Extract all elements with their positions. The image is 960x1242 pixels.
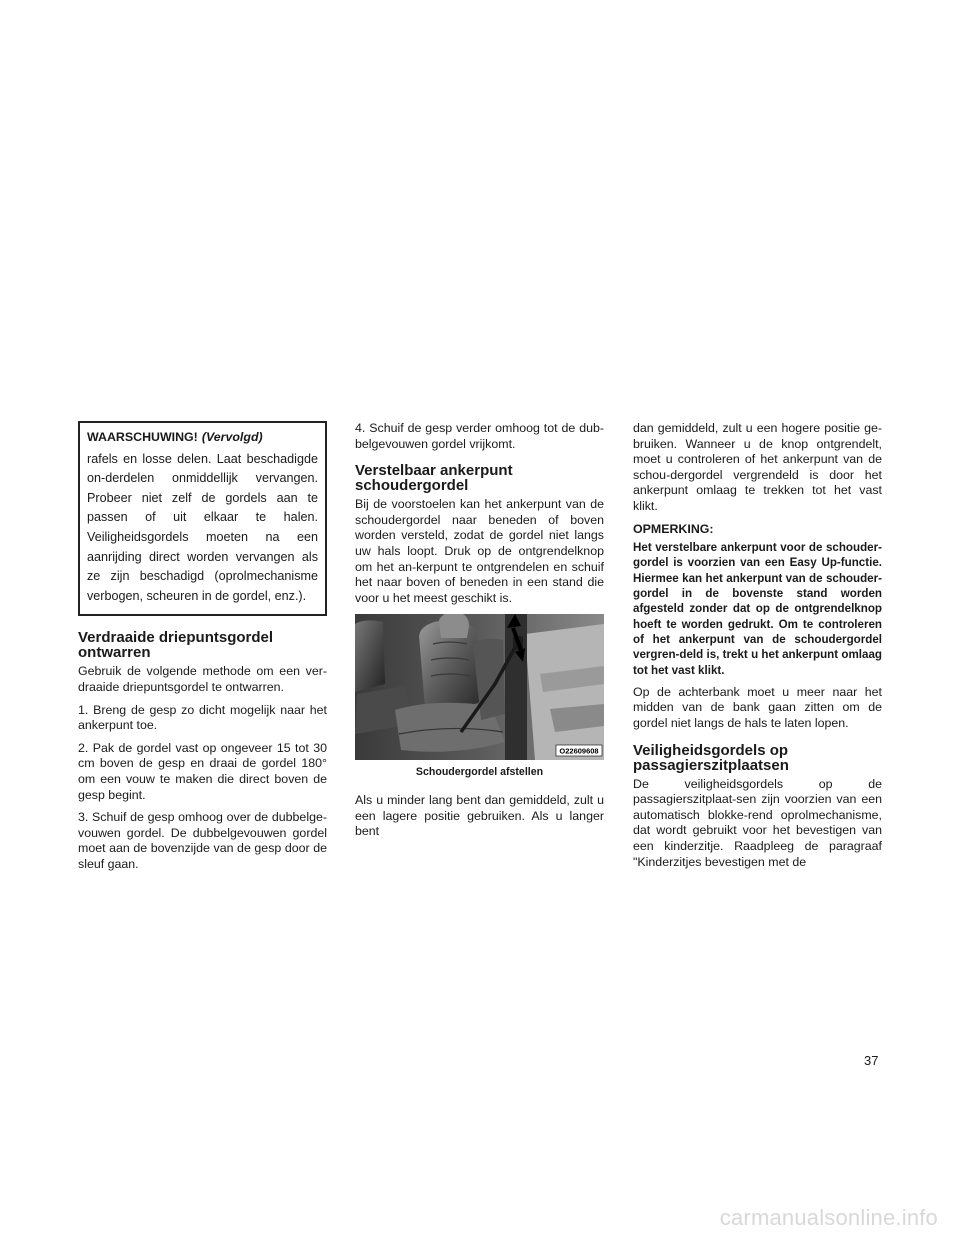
paragraph-anchor-body: Bij de voorstoelen kan het ankerpunt van de schoudergordel naar beneden of boven worden versteld, zodat de gordel niet langs uw hals loopt. Druk op de ontgrendelknop om het an-kerpunt te ontgrendelen en schuif het naar boven of beneden in een stand die voor u het meest geschikt is. bbox=[355, 497, 604, 605]
paragraph-passenger-belts: De veiligheidsgordels op de passagierszitplaat-sen zijn voorzien van een automatisch blokke-rend oprolmechanisme, dat wordt gebruikt voor het bevestigen van een kinderzitje. Raadpleeg de paragraaf "Kinderzitjes bevestigen met de bbox=[633, 776, 882, 869]
paragraph-step-1: 1. Breng de gesp zo dicht mogelijk naar het ankerpunt toe. bbox=[78, 702, 327, 733]
section-heading-anchor: Verstelbaar ankerpunt schoudergordel bbox=[355, 462, 513, 495]
warning-text: rafels en losse delen. Laat beschadigde on-derdelen onmiddellijk vervangen. Probeer niet zelf de gordels aan te passen of uit elkaar te halen. Veiligheidsgordels moeten na een aanrijding direct worden vervangen als ze zijn beschadigd (oprolmechanisme verbogen, scheuren in de gordel, enz.). bbox=[87, 451, 318, 603]
paragraph-step-4: 4. Schuif de gesp verder omhoog tot de dub-belgevouwen gordel vrijkomt. bbox=[355, 421, 604, 451]
paragraph-intro: Gebruik de volgende methode om een ver-draaide driepuntsgordel te ontwarren. bbox=[78, 664, 327, 694]
figure-shoulder-belt bbox=[355, 614, 604, 760]
figure-code: O22609608 bbox=[559, 746, 599, 756]
page-number: 37 bbox=[864, 1053, 879, 1068]
paragraph-continuation: dan gemiddeld, zult u een hogere positie ge-bruiken. Wanneer u de knop ontgrendelt, moet u controleren of het ankerpunt van de schou-dergordel vergrendeld is door het ankerpunt omlaag te trekken tot het vast klikt. bbox=[633, 421, 882, 513]
warning-title: WAARSCHUWING! bbox=[87, 430, 198, 444]
column-left bbox=[78, 421, 327, 879]
figure-caption: Schoudergordel afstellen bbox=[415, 766, 544, 779]
warning-heading bbox=[87, 428, 318, 448]
paragraph-step-2: 2. Pak de gordel vast op ongeveer 15 tot 30 cm boven de gesp en draai de gordel 180° om een vouw te maken die direct boven de gesp begint. bbox=[78, 740, 327, 802]
warning-continued: (Vervolgd) bbox=[201, 430, 263, 444]
section-heading-passenger-belts: Veiligheidsgordels op passagierszitplaatsen bbox=[633, 741, 789, 774]
paragraph-after-figure: Als u minder lang bent dan gemiddeld, zult u een lagere positie gebruiken. Als u langer bent bbox=[355, 792, 604, 839]
watermark: carmanualsonline.info bbox=[719, 1205, 938, 1230]
seat-illustration bbox=[355, 614, 604, 760]
paragraph-step-3: 3. Schuif de gesp omhoog over de dubbelge-vouwen gordel. De dubbelgevouwen gordel moet aan de bovenzijde van de gesp door de sleuf gaan. bbox=[78, 810, 327, 871]
warning-box bbox=[78, 421, 327, 616]
note-heading: OPMERKING: bbox=[633, 521, 714, 536]
note-body: Het verstelbare ankerpunt voor de schouder-gordel is voorzien van een Easy Up-functie. Hiermee kan het ankerpunt van de schouder-gordel in de bovenste stand worden afgesteld zonder dat op de ontgrendelknop hoeft te worden gedrukt. Om te controleren of het ankerpunt van de schoudergordel vergren-deld is, trekt u het ankerpunt omlaag tot het vast klikt. bbox=[633, 541, 882, 677]
column-middle bbox=[355, 421, 604, 847]
section-heading-untwist: Verdraaide driepuntsgordel ontwarren bbox=[78, 629, 274, 662]
column-right bbox=[633, 421, 882, 877]
paragraph-rear-seat: Op de achterbank moet u meer naar het midden van de bank gaan zitten om de gordel niet langs de hals te laten lopen. bbox=[633, 684, 882, 731]
